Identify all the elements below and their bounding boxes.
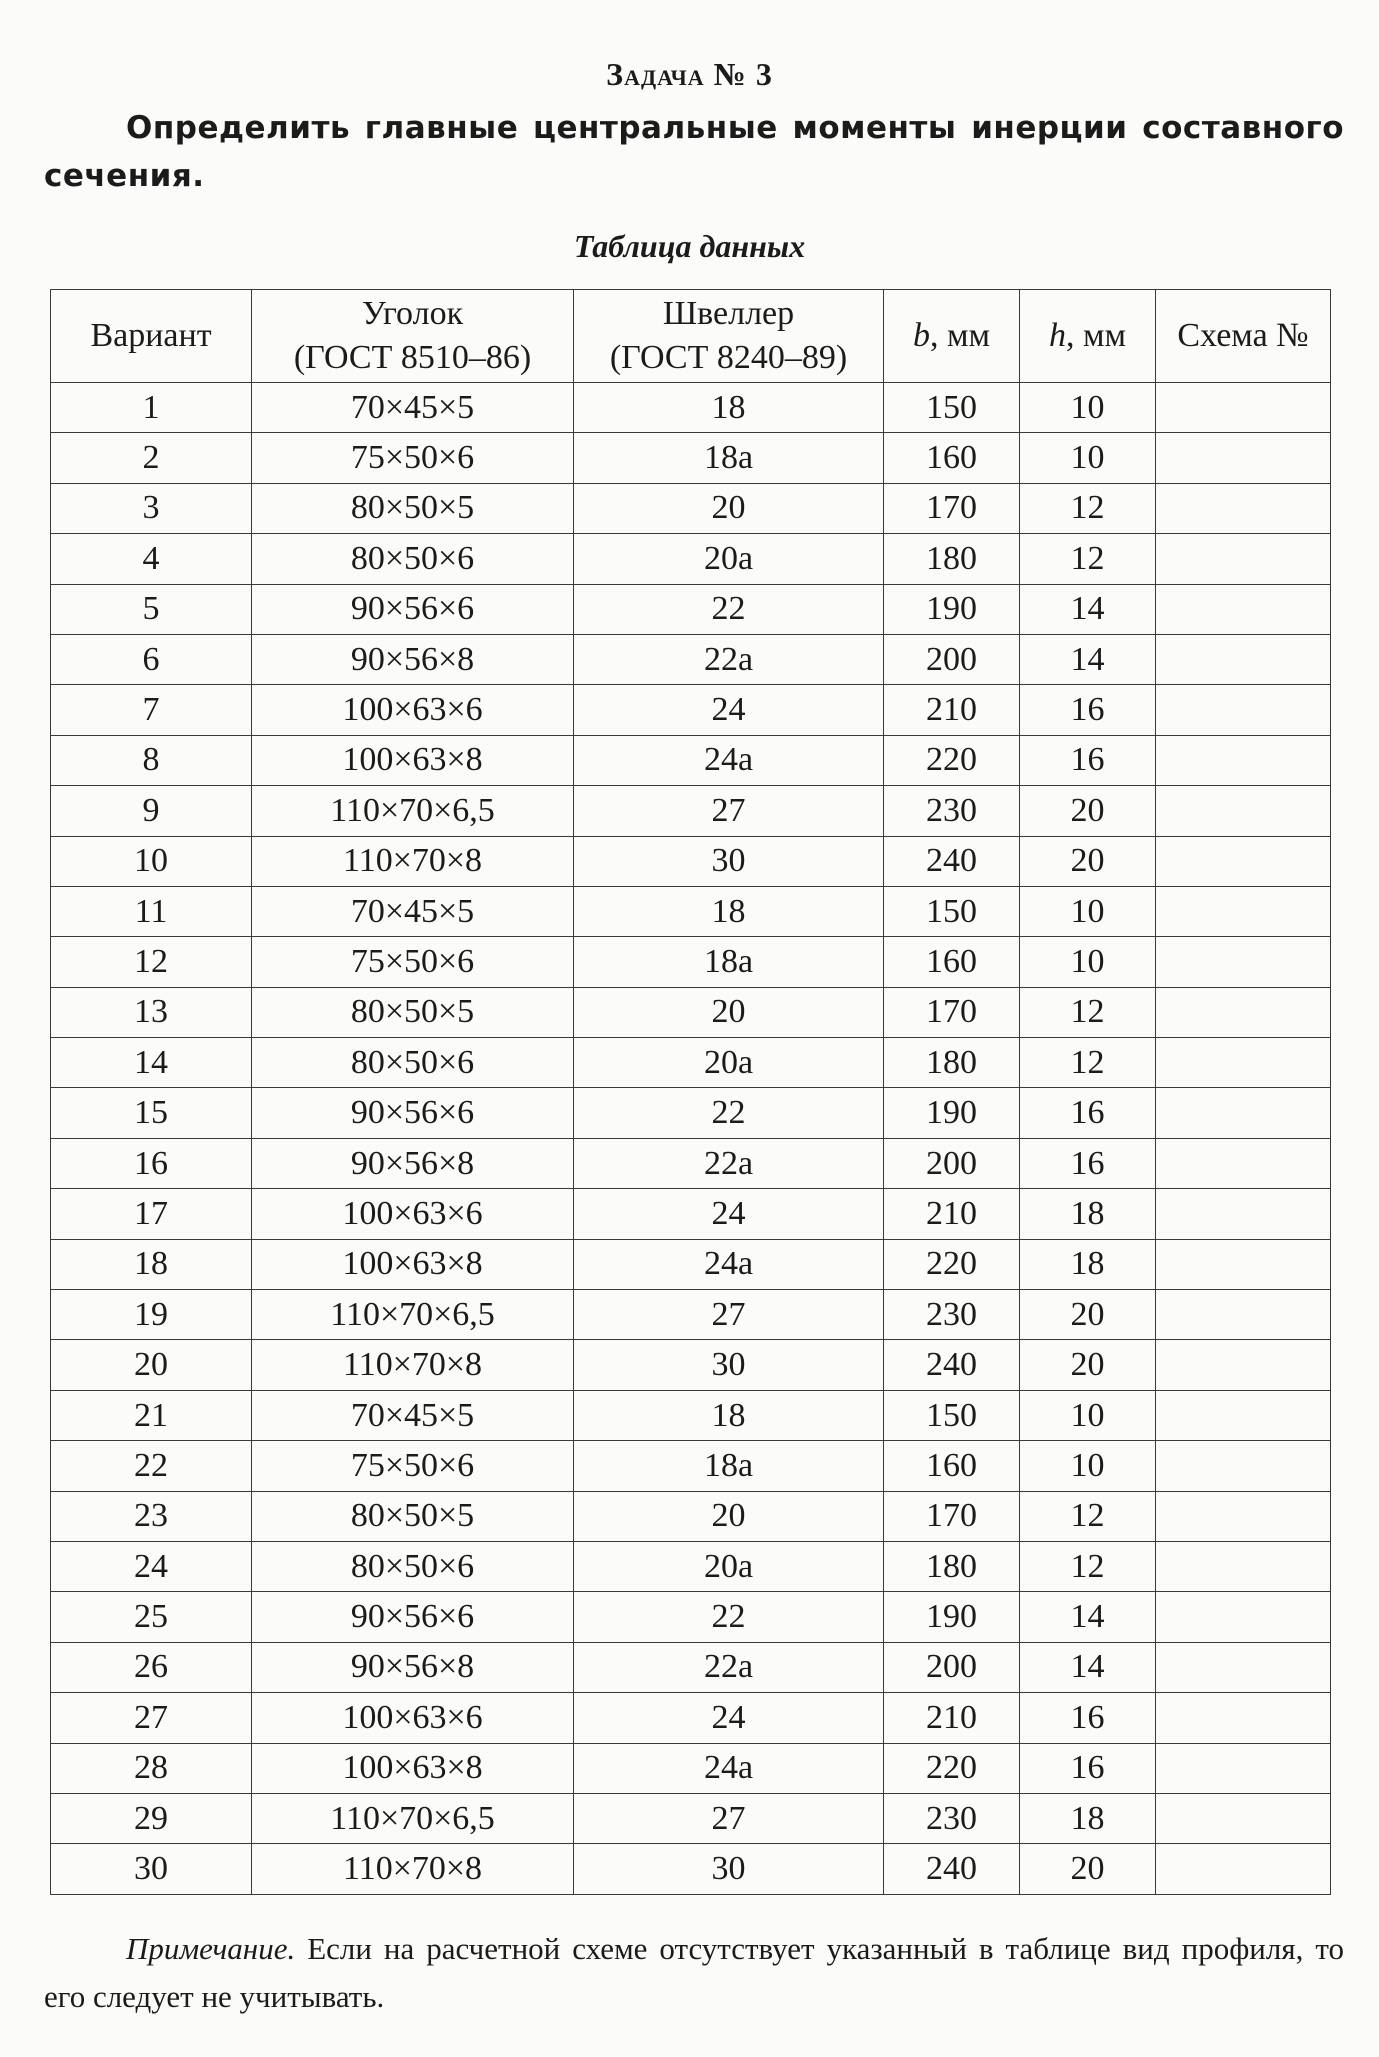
- cell-channel: 22а: [574, 634, 884, 684]
- cell-b: 190: [884, 1592, 1020, 1642]
- cell-angle: 70×45×5: [252, 886, 574, 936]
- cell-h: 14: [1020, 1592, 1156, 1642]
- cell-angle: 110×70×8: [252, 836, 574, 886]
- cell-scheme: [1156, 1693, 1331, 1743]
- table-row: [51, 1693, 1331, 1743]
- cell-h: 14: [1020, 634, 1156, 684]
- table-row: [51, 987, 1331, 1037]
- cell-channel: 20: [574, 1491, 884, 1541]
- cell-channel: 30: [574, 836, 884, 886]
- cell-scheme: [1156, 1642, 1331, 1692]
- cell-h: 12: [1020, 483, 1156, 533]
- header-channel-label: Швеллер: [662, 295, 795, 332]
- cell-b: 190: [884, 584, 1020, 634]
- cell-scheme: [1156, 1541, 1331, 1591]
- cell-channel: 27: [574, 786, 884, 836]
- cell-variant: 16: [51, 1138, 252, 1188]
- cell-h: 18: [1020, 1239, 1156, 1289]
- table-row: [51, 1592, 1331, 1642]
- header-scheme-label: Схема №: [1177, 317, 1309, 354]
- table-row: [51, 584, 1331, 634]
- cell-channel: 27: [574, 1290, 884, 1340]
- cell-channel: 22: [574, 1088, 884, 1138]
- cell-channel: 20: [574, 987, 884, 1037]
- cell-angle: 90×56×6: [252, 584, 574, 634]
- cell-b: 240: [884, 1844, 1020, 1894]
- table-row: [51, 1390, 1331, 1440]
- cell-b: 230: [884, 1793, 1020, 1843]
- cell-scheme: [1156, 1189, 1331, 1239]
- cell-b: 160: [884, 1441, 1020, 1491]
- cell-scheme: [1156, 1340, 1331, 1390]
- cell-h: 20: [1020, 836, 1156, 886]
- table-row: [51, 1340, 1331, 1390]
- cell-h: 20: [1020, 1844, 1156, 1894]
- cell-b: 210: [884, 1693, 1020, 1743]
- cell-channel: 24а: [574, 1239, 884, 1289]
- header-channel: [574, 290, 884, 383]
- cell-variant: 26: [51, 1642, 252, 1692]
- cell-angle: 100×63×8: [252, 1743, 574, 1793]
- table-row: [51, 836, 1331, 886]
- cell-h: 18: [1020, 1189, 1156, 1239]
- table-row: [51, 1189, 1331, 1239]
- cell-channel: 30: [574, 1340, 884, 1390]
- cell-variant: 20: [51, 1340, 252, 1390]
- cell-channel: 20а: [574, 1038, 884, 1088]
- header-h-variable: h: [1048, 317, 1066, 354]
- table-row: [51, 685, 1331, 735]
- cell-scheme: [1156, 383, 1331, 433]
- cell-channel: 22а: [574, 1138, 884, 1188]
- cell-b: 170: [884, 1491, 1020, 1541]
- table-row: [51, 937, 1331, 987]
- cell-channel: 22: [574, 584, 884, 634]
- cell-variant: 5: [51, 584, 252, 634]
- cell-variant: 4: [51, 534, 252, 584]
- cell-h: 12: [1020, 534, 1156, 584]
- table-row: [51, 1239, 1331, 1289]
- cell-h: 16: [1020, 1088, 1156, 1138]
- table-row: [51, 433, 1331, 483]
- cell-h: 20: [1020, 786, 1156, 836]
- cell-variant: 24: [51, 1541, 252, 1591]
- cell-h: 18: [1020, 1793, 1156, 1843]
- cell-channel: 24а: [574, 735, 884, 785]
- cell-h: 10: [1020, 383, 1156, 433]
- header-angle-label: Уголок: [361, 295, 464, 332]
- header-scheme: [1156, 290, 1331, 383]
- table-row: [51, 534, 1331, 584]
- table-row: [51, 634, 1331, 684]
- cell-channel: 20: [574, 483, 884, 533]
- cell-scheme: [1156, 1743, 1331, 1793]
- cell-b: 180: [884, 1541, 1020, 1591]
- cell-channel: 18: [574, 1390, 884, 1440]
- cell-scheme: [1156, 634, 1331, 684]
- cell-angle: 100×63×6: [252, 685, 574, 735]
- cell-scheme: [1156, 1491, 1331, 1541]
- cell-scheme: [1156, 1592, 1331, 1642]
- cell-angle: 70×45×5: [252, 383, 574, 433]
- cell-angle: 90×56×6: [252, 1088, 574, 1138]
- cell-angle: 80×50×5: [252, 1491, 574, 1541]
- cell-variant: 2: [51, 433, 252, 483]
- cell-channel: 20а: [574, 1541, 884, 1591]
- cell-variant: 18: [51, 1239, 252, 1289]
- cell-b: 150: [884, 886, 1020, 936]
- table-row: [51, 1088, 1331, 1138]
- data-table: [50, 289, 1331, 1895]
- cell-angle: 100×63×8: [252, 735, 574, 785]
- cell-angle: 90×56×8: [252, 1642, 574, 1692]
- cell-angle: 75×50×6: [252, 1441, 574, 1491]
- cell-b: 170: [884, 987, 1020, 1037]
- table-caption: Таблица данных: [573, 228, 806, 264]
- cell-b: 240: [884, 836, 1020, 886]
- cell-variant: 8: [51, 735, 252, 785]
- cell-h: 10: [1020, 433, 1156, 483]
- header-h: [1020, 290, 1156, 383]
- cell-scheme: [1156, 1441, 1331, 1491]
- cell-b: 200: [884, 1642, 1020, 1692]
- cell-variant: 11: [51, 886, 252, 936]
- cell-scheme: [1156, 735, 1331, 785]
- table-row: [51, 383, 1331, 433]
- cell-angle: 100×63×6: [252, 1189, 574, 1239]
- cell-angle: 90×56×8: [252, 1138, 574, 1188]
- cell-b: 240: [884, 1340, 1020, 1390]
- cell-h: 16: [1020, 735, 1156, 785]
- cell-scheme: [1156, 1793, 1331, 1843]
- cell-h: 12: [1020, 1038, 1156, 1088]
- cell-h: 10: [1020, 1441, 1156, 1491]
- task-statement: Определить главные центральные моменты инерции составного сечения.: [44, 110, 1344, 194]
- cell-scheme: [1156, 1844, 1331, 1894]
- cell-scheme: [1156, 433, 1331, 483]
- cell-channel: 24: [574, 1693, 884, 1743]
- cell-channel: 24: [574, 1189, 884, 1239]
- cell-h: 20: [1020, 1290, 1156, 1340]
- cell-variant: 10: [51, 836, 252, 886]
- cell-angle: 110×70×6,5: [252, 1793, 574, 1843]
- cell-channel: 24: [574, 685, 884, 735]
- cell-b: 230: [884, 1290, 1020, 1340]
- cell-h: 14: [1020, 1642, 1156, 1692]
- cell-h: 10: [1020, 1390, 1156, 1440]
- cell-h: 16: [1020, 1693, 1156, 1743]
- table-header: [51, 290, 1331, 383]
- cell-scheme: [1156, 886, 1331, 936]
- cell-channel: 18: [574, 886, 884, 936]
- cell-b: 210: [884, 685, 1020, 735]
- table-row: [51, 1491, 1331, 1541]
- cell-scheme: [1156, 534, 1331, 584]
- cell-b: 220: [884, 735, 1020, 785]
- cell-b: 220: [884, 1239, 1020, 1289]
- cell-variant: 23: [51, 1491, 252, 1541]
- footnote-text: Если на расчетной схеме отсутствует указанный в таблице вид профиля, то его следует не учитывать.: [44, 1931, 1344, 2014]
- cell-b: 150: [884, 1390, 1020, 1440]
- cell-channel: 22а: [574, 1642, 884, 1692]
- cell-scheme: [1156, 1038, 1331, 1088]
- table-row: [51, 1844, 1331, 1894]
- cell-h: 10: [1020, 886, 1156, 936]
- cell-channel: 22: [574, 1592, 884, 1642]
- table-row: [51, 1138, 1331, 1188]
- cell-channel: 30: [574, 1844, 884, 1894]
- header-channel-standard: (ГОСТ 8240–89): [609, 339, 848, 376]
- table-row: [51, 886, 1331, 936]
- cell-scheme: [1156, 584, 1331, 634]
- table-row: [51, 786, 1331, 836]
- cell-variant: 28: [51, 1743, 252, 1793]
- header-b-variable: b: [912, 317, 930, 354]
- cell-angle: 110×70×6,5: [252, 786, 574, 836]
- cell-scheme: [1156, 1138, 1331, 1188]
- cell-angle: 80×50×6: [252, 1541, 574, 1591]
- cell-channel: 24а: [574, 1743, 884, 1793]
- cell-angle: 110×70×8: [252, 1844, 574, 1894]
- cell-angle: 80×50×5: [252, 483, 574, 533]
- cell-angle: 80×50×5: [252, 987, 574, 1037]
- cell-angle: 100×63×8: [252, 1239, 574, 1289]
- footnote: [44, 1925, 1344, 2021]
- cell-variant: 25: [51, 1592, 252, 1642]
- cell-variant: 7: [51, 685, 252, 735]
- cell-h: 20: [1020, 1340, 1156, 1390]
- cell-b: 200: [884, 634, 1020, 684]
- cell-scheme: [1156, 685, 1331, 735]
- table-row: [51, 1038, 1331, 1088]
- task-title: Задача № 3: [606, 56, 773, 92]
- table-row: [51, 1793, 1331, 1843]
- cell-variant: 6: [51, 634, 252, 684]
- cell-angle: 100×63×6: [252, 1693, 574, 1743]
- cell-variant: 19: [51, 1290, 252, 1340]
- table-row: [51, 483, 1331, 533]
- cell-channel: 27: [574, 1793, 884, 1843]
- cell-scheme: [1156, 1390, 1331, 1440]
- cell-h: 12: [1020, 1491, 1156, 1541]
- cell-h: 14: [1020, 584, 1156, 634]
- table-row: [51, 735, 1331, 785]
- table-row: [51, 1541, 1331, 1591]
- table-row: [51, 1441, 1331, 1491]
- cell-variant: 3: [51, 483, 252, 533]
- cell-angle: 110×70×8: [252, 1340, 574, 1390]
- cell-variant: 21: [51, 1390, 252, 1440]
- header-h-unit: , мм: [1065, 317, 1127, 354]
- header-row: [51, 290, 1331, 383]
- cell-scheme: [1156, 1088, 1331, 1138]
- cell-scheme: [1156, 836, 1331, 886]
- cell-b: 180: [884, 534, 1020, 584]
- cell-angle: 110×70×6,5: [252, 1290, 574, 1340]
- cell-variant: 14: [51, 1038, 252, 1088]
- cell-angle: 70×45×5: [252, 1390, 574, 1440]
- cell-variant: 17: [51, 1189, 252, 1239]
- cell-h: 16: [1020, 685, 1156, 735]
- cell-variant: 22: [51, 1441, 252, 1491]
- cell-angle: 80×50×6: [252, 534, 574, 584]
- cell-variant: 1: [51, 383, 252, 433]
- cell-scheme: [1156, 937, 1331, 987]
- cell-scheme: [1156, 1290, 1331, 1340]
- table-body: [51, 383, 1331, 1895]
- cell-angle: 75×50×6: [252, 937, 574, 987]
- cell-angle: 90×56×6: [252, 1592, 574, 1642]
- cell-variant: 30: [51, 1844, 252, 1894]
- cell-b: 210: [884, 1189, 1020, 1239]
- cell-angle: 80×50×6: [252, 1038, 574, 1088]
- cell-b: 220: [884, 1743, 1020, 1793]
- cell-b: 160: [884, 433, 1020, 483]
- cell-angle: 90×56×8: [252, 634, 574, 684]
- cell-h: 12: [1020, 1541, 1156, 1591]
- cell-b: 160: [884, 937, 1020, 987]
- cell-h: 12: [1020, 987, 1156, 1037]
- header-angle: [252, 290, 574, 383]
- cell-scheme: [1156, 786, 1331, 836]
- cell-channel: 18: [574, 383, 884, 433]
- cell-channel: 18а: [574, 937, 884, 987]
- table-row: [51, 1642, 1331, 1692]
- cell-variant: 29: [51, 1793, 252, 1843]
- cell-variant: 9: [51, 786, 252, 836]
- cell-scheme: [1156, 987, 1331, 1037]
- header-b-unit: , мм: [929, 317, 991, 354]
- cell-b: 230: [884, 786, 1020, 836]
- table-row: [51, 1743, 1331, 1793]
- cell-scheme: [1156, 483, 1331, 533]
- cell-angle: 75×50×6: [252, 433, 574, 483]
- cell-b: 150: [884, 383, 1020, 433]
- cell-b: 170: [884, 483, 1020, 533]
- cell-variant: 15: [51, 1088, 252, 1138]
- header-b: [884, 290, 1020, 383]
- cell-channel: 20а: [574, 534, 884, 584]
- header-variant-label: Вариант: [90, 317, 212, 354]
- cell-b: 200: [884, 1138, 1020, 1188]
- cell-h: 16: [1020, 1138, 1156, 1188]
- table-row: [51, 1290, 1331, 1340]
- cell-channel: 18а: [574, 433, 884, 483]
- cell-b: 180: [884, 1038, 1020, 1088]
- cell-variant: 27: [51, 1693, 252, 1743]
- cell-scheme: [1156, 1239, 1331, 1289]
- header-variant: [51, 290, 252, 383]
- cell-channel: 18а: [574, 1441, 884, 1491]
- cell-b: 190: [884, 1088, 1020, 1138]
- cell-variant: 13: [51, 987, 252, 1037]
- cell-h: 16: [1020, 1743, 1156, 1793]
- cell-h: 10: [1020, 937, 1156, 987]
- cell-variant: 12: [51, 937, 252, 987]
- footnote-label: Примечание.: [126, 1931, 296, 1966]
- header-angle-standard: (ГОСТ 8510–86): [293, 339, 532, 376]
